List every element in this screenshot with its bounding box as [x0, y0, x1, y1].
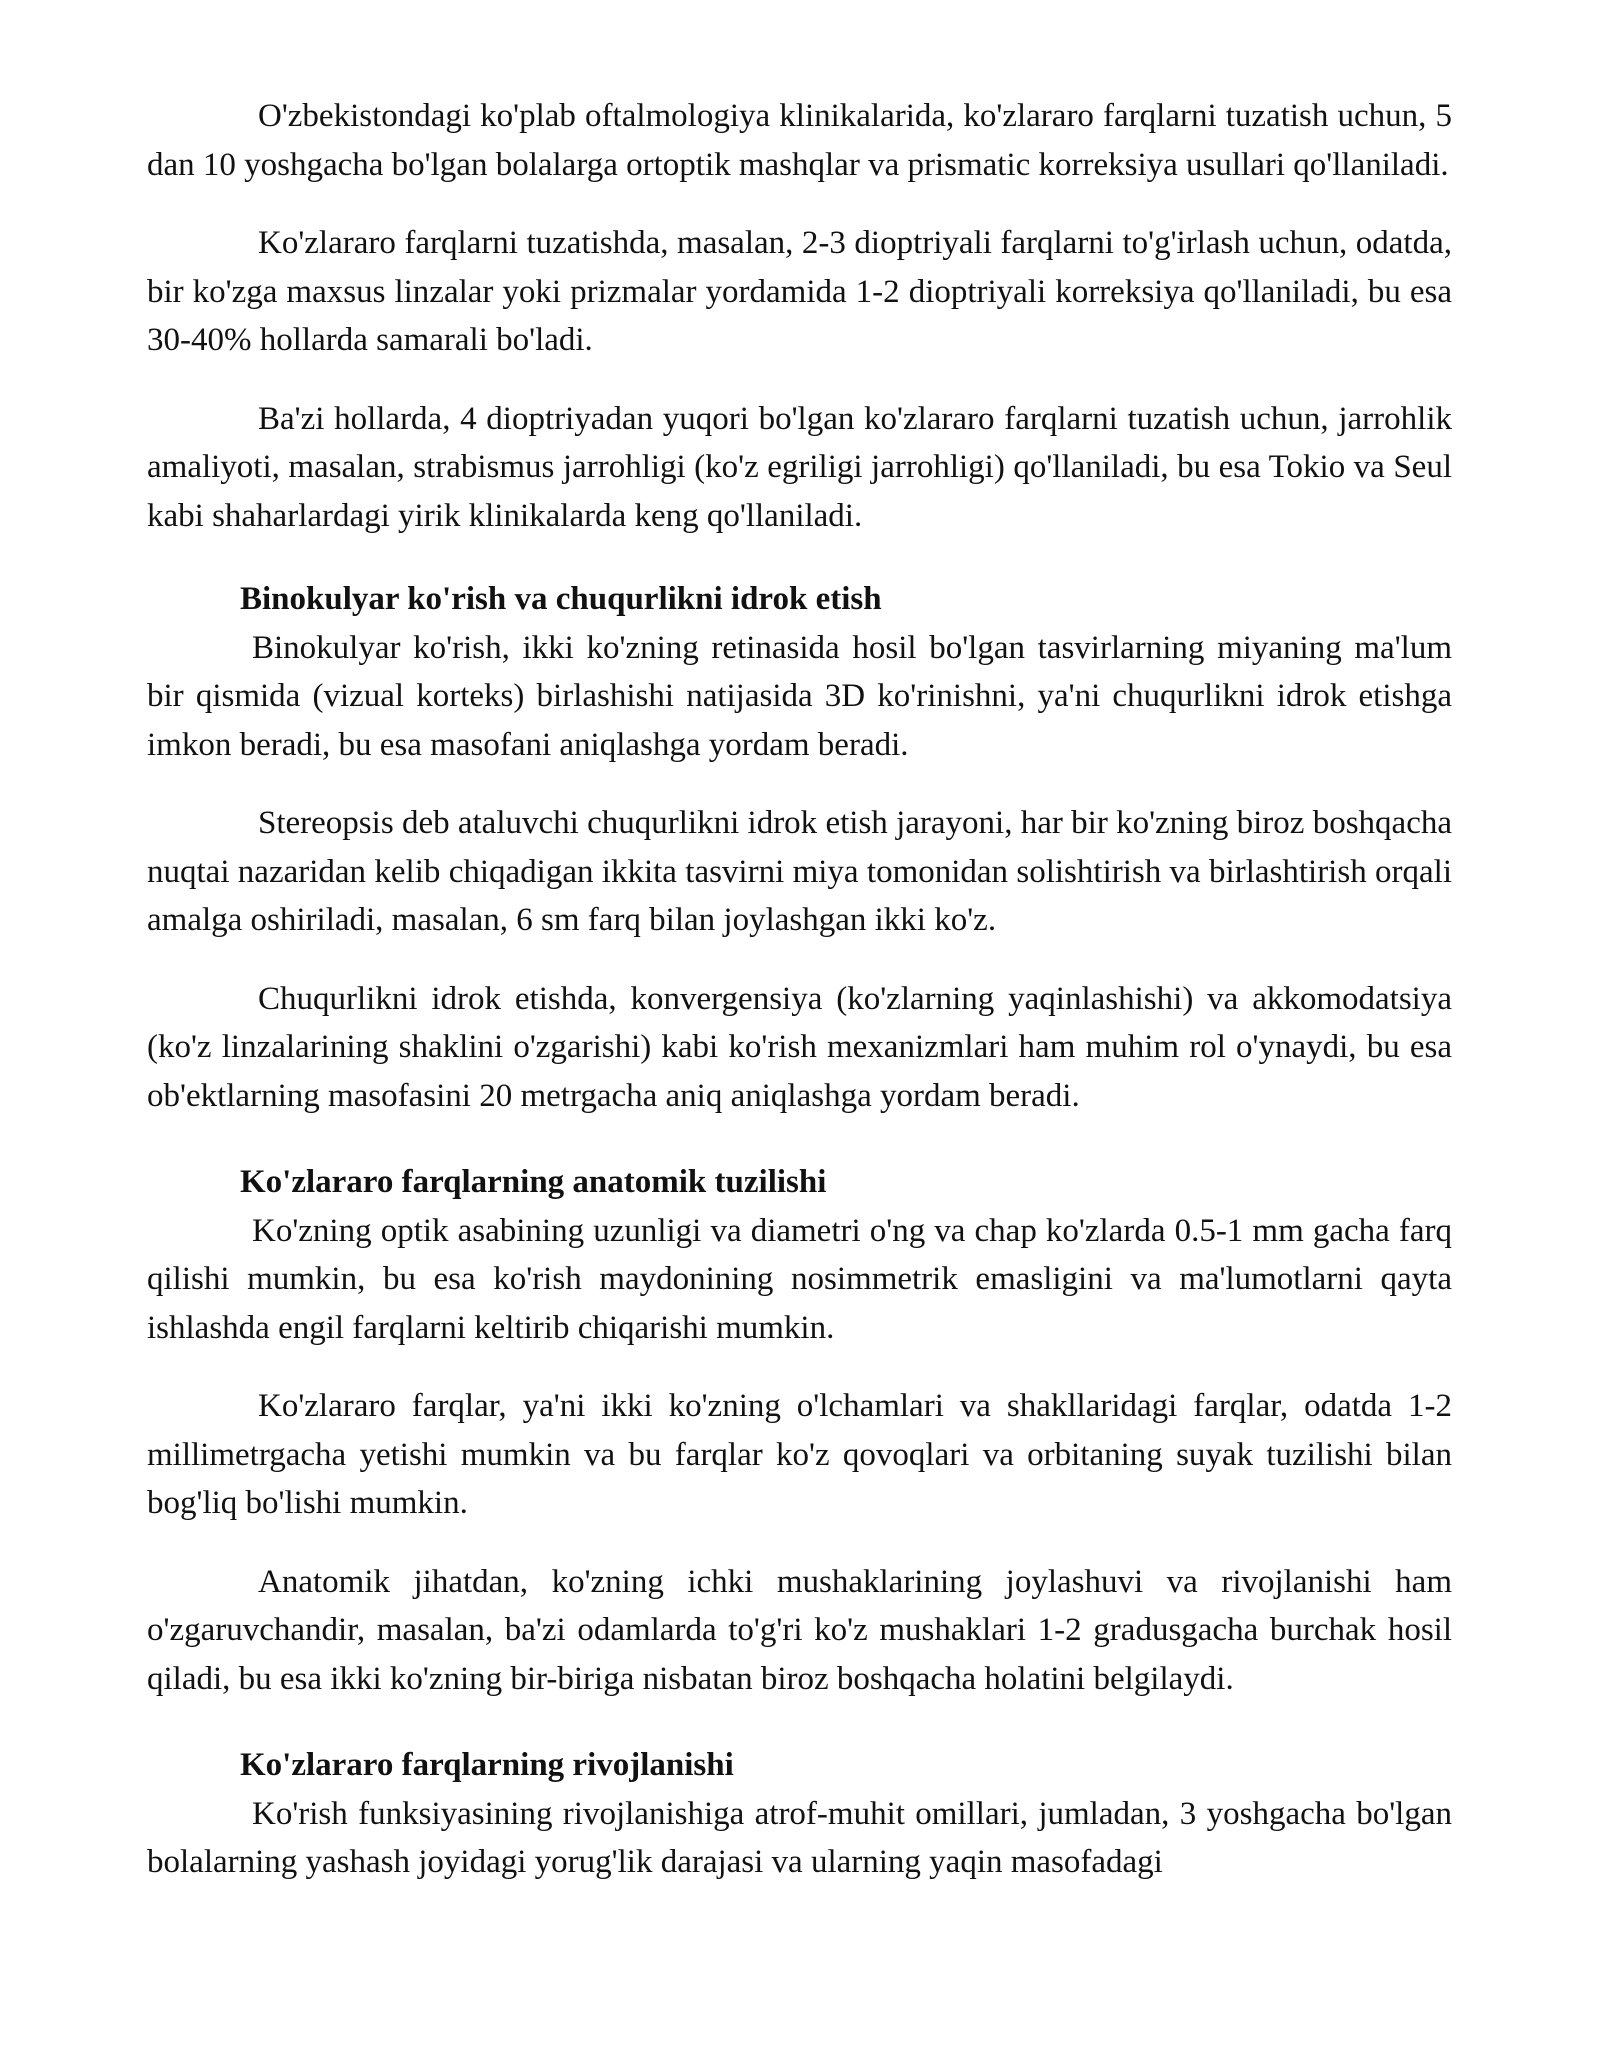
- paragraph-clinics: O'zbekistondagi ko'plab oftalmologiya klinikalarida, ko'zlararo farqlarni tuzatish uchun, 5 dan 10 yoshgacha bo'lgan bolalarga ortoptik mashqlar va prismatic korreksiya usullari qo'llaniladi.: [147, 98, 1452, 183]
- paragraph-differences: Ko'zlararo farqlar, ya'ni ikki ko'zning o'lchamlari va shakllaridagi farqlar, odatda 1-2 millimetrgacha yetishi mumkin va bu farqlar ko'z qovoqlari va orbitaning suyak tuzilishi bilan bog'liq bo'lishi mumkin.: [147, 1388, 1452, 1521]
- paragraph-convergence: Chuqurlikni idrok etishda, konvergensiya (ko'zlarning yaqinlashishi) va akkomodatsiya (ko'z linzalarining shaklini o'zgarishi) kabi ko'rish mexanizmlari ham muhim rol o'ynaydi, bu esa ob'ektlarning masofasini 20 metrgacha aniq aniqlashga yordam beradi.: [147, 980, 1452, 1114]
- paragraph-development: Ko'rish funksiyasining rivojlanishiga atrof-muhit omillari, jumladan, 3 yoshgacha bo'lgan bolalarning yashash joyidagi yorug'lik darajasi va ularning yaqin masofadagi: [147, 1795, 1452, 1880]
- section-heading-development: Ko'zlararo farqlarning rivojlanishi: [240, 1747, 734, 1783]
- section-heading-anatomy: Ko'zlararo farqlarning anatomik tuzilishi: [240, 1164, 827, 1200]
- paragraph-correction: Ko'zlararo farqlarni tuzatishda, masalan, 2-3 dioptriyali farqlarni to'g'irlash uchun, odatda, bir ko'zga maxsus linzalar yoki prizmalar yordamida 1-2 dioptriyali korreksiya qo'llaniladi, bu esa 30-40% hollarda samarali bo'ladi.: [147, 225, 1452, 358]
- paragraph-binocular: Binokulyar ko'rish, ikki ko'zning retinasida hosil bo'lgan tasvirlarning miyaning ma'lum bir qismida (vizual korteks) birlashishi natijasida 3D ko'rinishni, ya'ni chuqurlikni idrok etishga imkon beradi, bu esa masofani aniqlashga yordam beradi.: [147, 629, 1452, 763]
- paragraph-surgery: Ba'zi hollarda, 4 dioptriyadan yuqori bo'lgan ko'zlararo farqlarni tuzatish uchun, jarrohlik amaliyoti, masalan, strabismus jarrohligi (ko'z egriligi jarrohligi) qo'llaniladi, bu esa Tokio va Seul kabi shaharlardagi yirik klinikalarda keng qo'llaniladi.: [147, 400, 1452, 534]
- document-page: [147, 92, 1452, 1887]
- paragraph-stereopsis: Stereopsis deb ataluvchi chuqurlikni idrok etish jarayoni, har bir ko'zning biroz boshqacha nuqtai nazaridan kelib chiqadigan ikkita tasvirni miya tomonidan solishtirish va birlashtirish orqali amalga oshiriladi, masalan, 6 sm farq bilan joylashgan ikki ko'z.: [147, 805, 1452, 938]
- section-heading-binocular: Binokulyar ko'rish va chuqurlikni idrok etish: [240, 581, 882, 617]
- paragraph-optic-nerve: Ko'zning optik asabining uzunligi va diametri o'ng va chap ko'zlarda 0.5-1 mm gacha farq qilishi mumkin, bu esa ko'rish maydonining nosimmetrik emasligini va ma'lumotlarni qayta ishlashda engil farqlarni keltirib chiqarishi mumkin.: [147, 1212, 1452, 1346]
- paragraph-muscles: Anatomik jihatdan, ko'zning ichki mushaklarining joylashuvi va rivojlanishi ham o'zgaruvchandir, masalan, ba'zi odamlarda to'g'ri ko'z mushaklari 1-2 gradusgacha burchak hosil qiladi, bu esa ikki ko'zning bir-biriga nisbatan biroz boshqacha holatini belgilaydi.: [147, 1563, 1452, 1697]
